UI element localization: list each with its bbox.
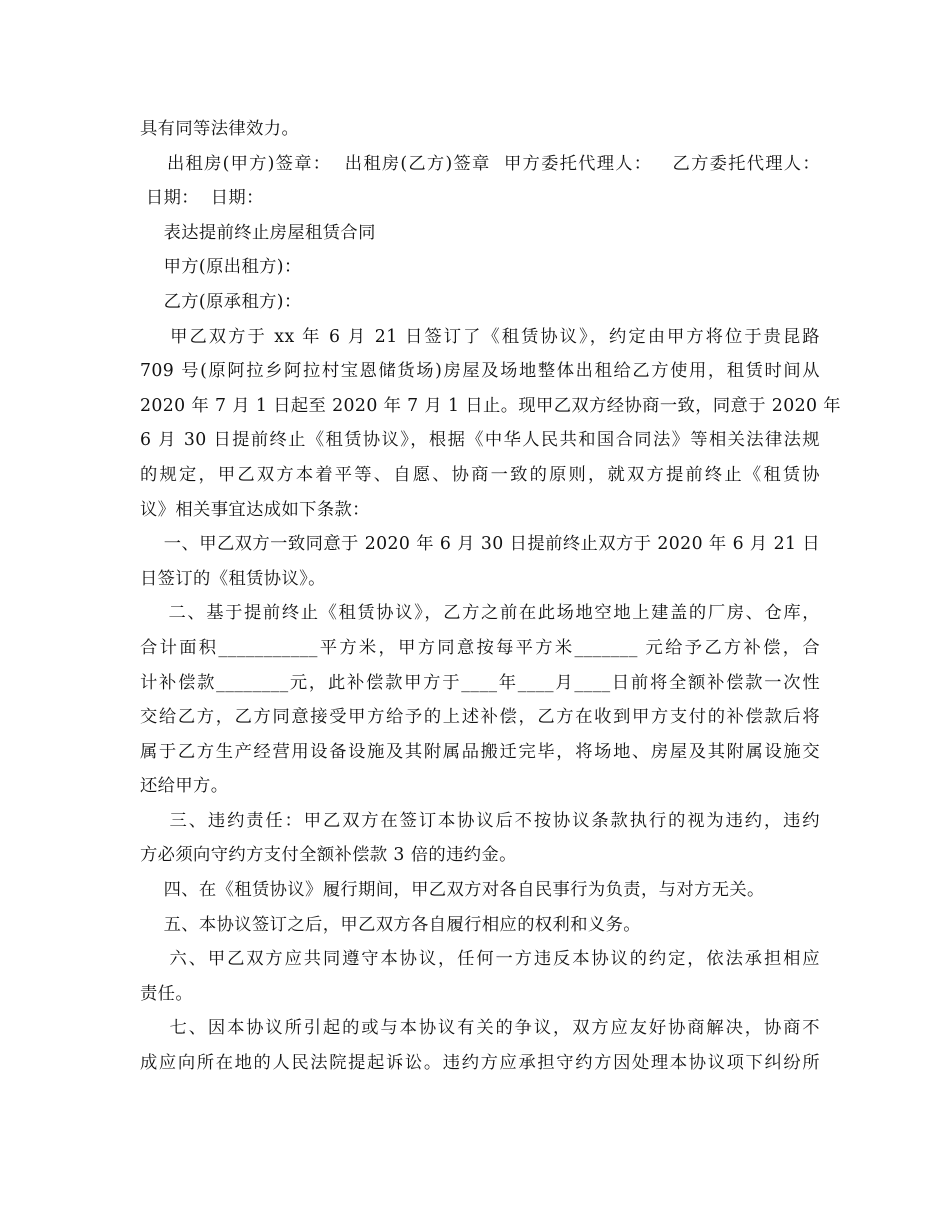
text-line: 6 月 30 日提前终止《租赁协议》，根据《中华人民共和国合同法》等相关法律法规 [140, 430, 820, 451]
text-line: 日签订的《租赁协议》。 [140, 568, 326, 589]
text-line: 六、甲乙双方应共同遵守本协议，任何一方违反本协议的约定，依法承担相应 [140, 949, 820, 970]
text-line: 七、因本协议所引起的或与本协议有关的争议，双方应友好协商解决，协商不 [140, 1018, 820, 1039]
text-line: 的规定，甲乙双方本着平等、自愿、协商一致的原则，就双方提前终止《租赁协 [140, 464, 820, 485]
text-line: 还给甲方。 [140, 776, 229, 797]
text-line: 四、在《租赁协议》履行期间，甲乙双方对各自民事行为负责，与对方无关。 [140, 880, 765, 901]
text-line: 709 号(原阿拉乡阿拉村宝恩储货场)房屋及场地整体出租给乙方使用，租赁时间从 [140, 361, 820, 382]
text-line: 计补偿款________元，此补偿款甲方于____年____月____日前将全额补偿款一次性 [140, 672, 820, 693]
text-line: 乙方(原承租方)： [140, 291, 302, 312]
text-line: 甲乙双方于 xx 年 6 月 21 日签订了《租赁协议》，约定由甲方将位于贵昆路 [140, 326, 820, 347]
text-line: 三、违约责任：甲乙双方在签订本协议后不按协议条款执行的视为违约，违约 [140, 810, 820, 831]
text-line: 责任。 [140, 983, 194, 1004]
text-line: 甲方(原出租方)： [140, 257, 302, 278]
text-line: 五、本协议签订之后，甲乙双方各自履行相应的权利和义务。 [140, 914, 641, 935]
text-line: 合计面积___________平方米，甲方同意按每平方米_______ 元给予乙方补偿，合 [140, 637, 820, 658]
text-line: 表达提前终止房屋租赁合同 [140, 222, 376, 243]
text-line: 二、基于提前终止《租赁协议》，乙方之前在此场地空地上建盖的厂房、仓库， [140, 603, 820, 624]
text-line: 属于乙方生产经营用设备设施及其附属品搬迁完毕，将场地、房屋及其附属设施交 [140, 741, 820, 762]
text-line: 具有同等法律效力。 [140, 119, 300, 139]
document-body [140, 112, 841, 1081]
text-line: 方必须向守约方支付全额补偿款 3 倍的违约金。 [140, 845, 517, 866]
text-line: 2020 年 7 月 1 日起至 2020 年 7 月 1 日止。现甲乙双方经协商一致，同意于 2020 年 [140, 395, 841, 416]
text-line: 出租房(甲方)签章： 出租房(乙方)签章 甲方委托代理人： 乙方委托代理人： [140, 153, 820, 174]
text-line: 成应向所在地的人民法院提起诉讼。违约方应承担守约方因处理本协议项下纠纷所 [140, 1053, 820, 1074]
text-line: 一、甲乙双方一致同意于 2020 年 6 月 30 日提前终止双方于 2020 年 6 月 21 日 [140, 534, 820, 555]
text-line: 日期： 日期： [140, 188, 264, 209]
text-line: 议》相关事宜达成如下条款： [140, 499, 370, 520]
text-line: 交给乙方，乙方同意接受甲方给予的上述补偿，乙方在收到甲方支付的补偿款后将 [140, 707, 820, 728]
